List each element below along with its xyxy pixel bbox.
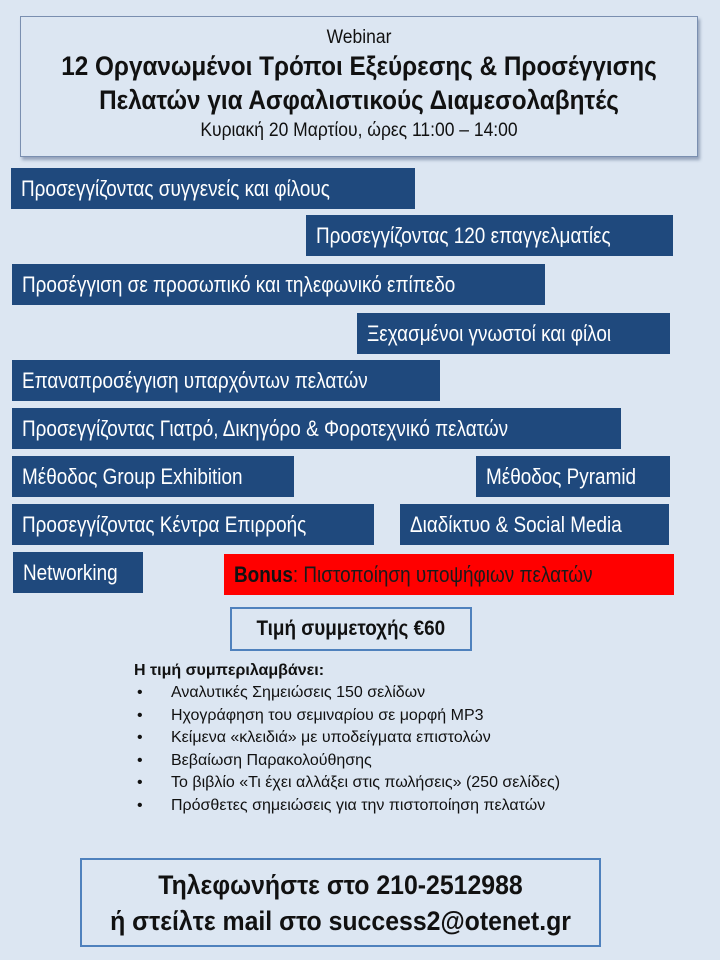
includes-heading: Η τιμή συμπεριλαμβάνει: [134,662,325,679]
webinar-title-line1: 12 Οργανωμένοι Τρόποι Εξεύρεσης & Προσέγγισης [61,51,657,81]
list-item: • Ηχογράφηση του σεμιναρίου σε μορφή MP3 [134,705,654,728]
bullet-icon: • [137,706,143,724]
bullet-icon: • [137,796,143,814]
webinar-title-line2: Πελατών για Ασφαλιστικούς Διαμεσολαβητές [99,85,619,115]
list-item: • Βεβαίωση Παρακολούθησης [134,750,654,773]
webinar-kicker: Webinar [326,27,392,48]
bullet-icon: • [137,684,143,701]
bonus-prefix: Bonus [234,562,293,587]
list-item: • Αναλυτικές Σημειώσεις 150 σελίδων [134,682,654,705]
list-item: • Πρόσθετες σημειώσεις για την πιστοποίηση πελατών [134,795,654,818]
contact-email: ή στείλτε mail στο success2@otenet.gr [110,906,571,936]
topic-relatives-friends: Προσεγγίζοντας συγγενείς και φίλους [11,168,415,209]
topic-internet-social-media: Διαδίκτυο & Social Media [400,504,669,545]
includes-list [134,682,654,817]
bullet-icon: • [137,774,143,791]
includes-section [134,660,654,817]
topic-group-exhibition: Μέθοδος Group Exhibition [12,456,294,497]
webinar-date: Κυριακή 20 Μαρτίου, ώρες 11:00 – 14:00 [200,120,518,141]
topic-networking: Networking [13,552,143,593]
list-item: • Το βιβλίο «Τι έχει αλλάξει στις πωλήσεις» (250 σελίδες) [134,772,654,795]
bonus-banner [224,554,674,595]
topic-personal-phone: Προσέγγιση σε προσωπικό και τηλεφωνικό επίπεδο [12,264,545,305]
topic-existing-clients: Επαναπροσέγγιση υπαρχόντων πελατών [12,360,440,401]
price-box [230,607,472,651]
contact-phone: Τηλεφωνήστε στο 210-2512988 [158,870,523,900]
webinar-header [20,16,698,157]
topic-pyramid: Μέθοδος Pyramid [476,456,670,497]
bonus-text: : Πιστοποίηση υποψήφιων πελατών [292,562,593,587]
bullet-icon: • [137,751,143,769]
contact-box [80,858,601,947]
bullet-icon: • [137,729,143,746]
topic-120-professionals: Προσεγγίζοντας 120 επαγγελματίες [306,215,673,256]
price-label: Τιμή συμμετοχής €60 [256,617,446,640]
topic-influence-centers: Προσεγγίζοντας Κέντρα Επιρροής [12,504,374,545]
topic-forgotten-acquaintances: Ξεχασμένοι γνωστοί και φίλοι [357,313,670,354]
list-item: • Κείμενα «κλειδιά» με υποδείγματα επιστολών [134,727,654,750]
topic-doctor-lawyer-accountant: Προσεγγίζοντας Γιατρό, Δικηγόρο & Φοροτεχνικό πελατών [12,408,621,449]
